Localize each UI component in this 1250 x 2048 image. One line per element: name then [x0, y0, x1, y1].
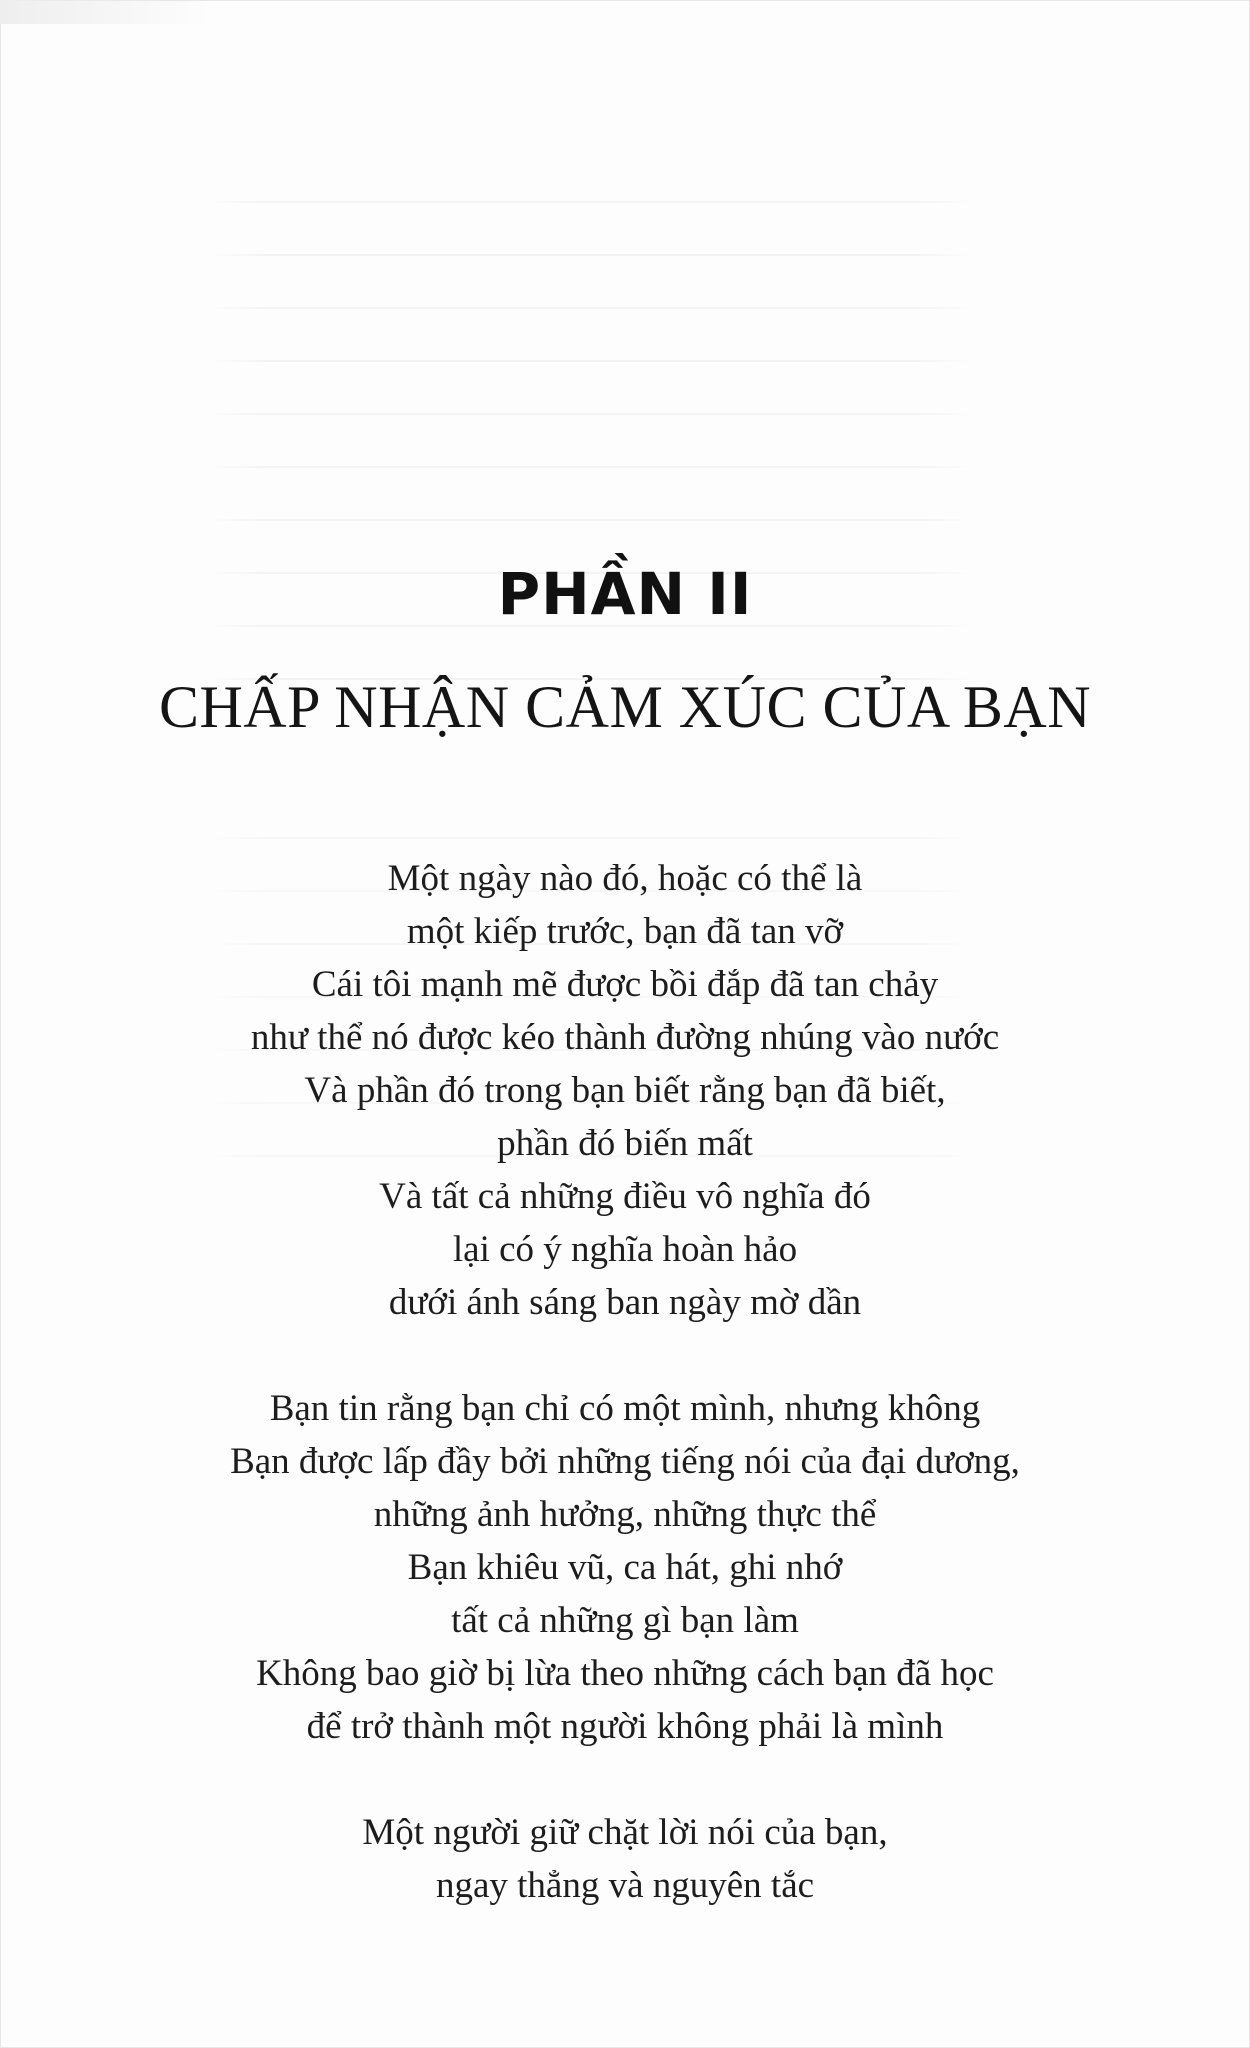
poem-line: dưới ánh sáng ban ngày mờ dần — [388, 1282, 862, 1323]
poem-stanza-3 — [0, 1806, 1250, 1912]
poem-stanza-1 — [0, 852, 1250, 1329]
poem — [0, 852, 1250, 1965]
poem-line: Và phần đó trong bạn biết rằng bạn đã biết, — [304, 1070, 946, 1111]
poem-line: tất cả những gì bạn làm — [451, 1600, 799, 1641]
poem-line: Một người giữ chặt lời nói của bạn, — [362, 1812, 888, 1853]
poem-line: Và tất cả những điều vô nghĩa đó — [379, 1176, 871, 1217]
poem-line: Một ngày nào đó, hoặc có thể là — [387, 858, 863, 899]
poem-line: phần đó biến mất — [497, 1123, 753, 1164]
poem-line: ngay thẳng và nguyên tắc — [435, 1865, 815, 1906]
poem-line: Không bao giờ bị lừa theo những cách bạn đã học — [256, 1653, 994, 1694]
poem-line: một kiếp trước, bạn đã tan vỡ — [406, 911, 844, 952]
poem-line: những ảnh hưởng, những thực thể — [373, 1494, 877, 1535]
part-title: CHẤP NHẬN CẢM XÚC CỦA BẠN — [158, 674, 1092, 740]
poem-line: Bạn tin rằng bạn chỉ có một mình, nhưng không — [269, 1388, 981, 1429]
poem-line: như thể nó được kéo thành đường nhúng vào nước — [250, 1017, 1000, 1058]
poem-line: lại có ý nghĩa hoàn hảo — [452, 1229, 798, 1270]
poem-line: Cái tôi mạnh mẽ được bồi đắp đã tan chảy — [311, 964, 939, 1005]
poem-line: để trở thành một người không phải là mình — [306, 1706, 944, 1747]
part-number-heading: PHẦN II — [497, 560, 753, 628]
poem-line: Bạn khiêu vũ, ca hát, ghi nhớ — [407, 1547, 843, 1588]
page-edge-shadow — [0, 0, 210, 24]
poem-stanza-2 — [0, 1382, 1250, 1753]
poem-line: Bạn được lấp đầy bởi những tiếng nói của đại dương, — [230, 1441, 1020, 1482]
